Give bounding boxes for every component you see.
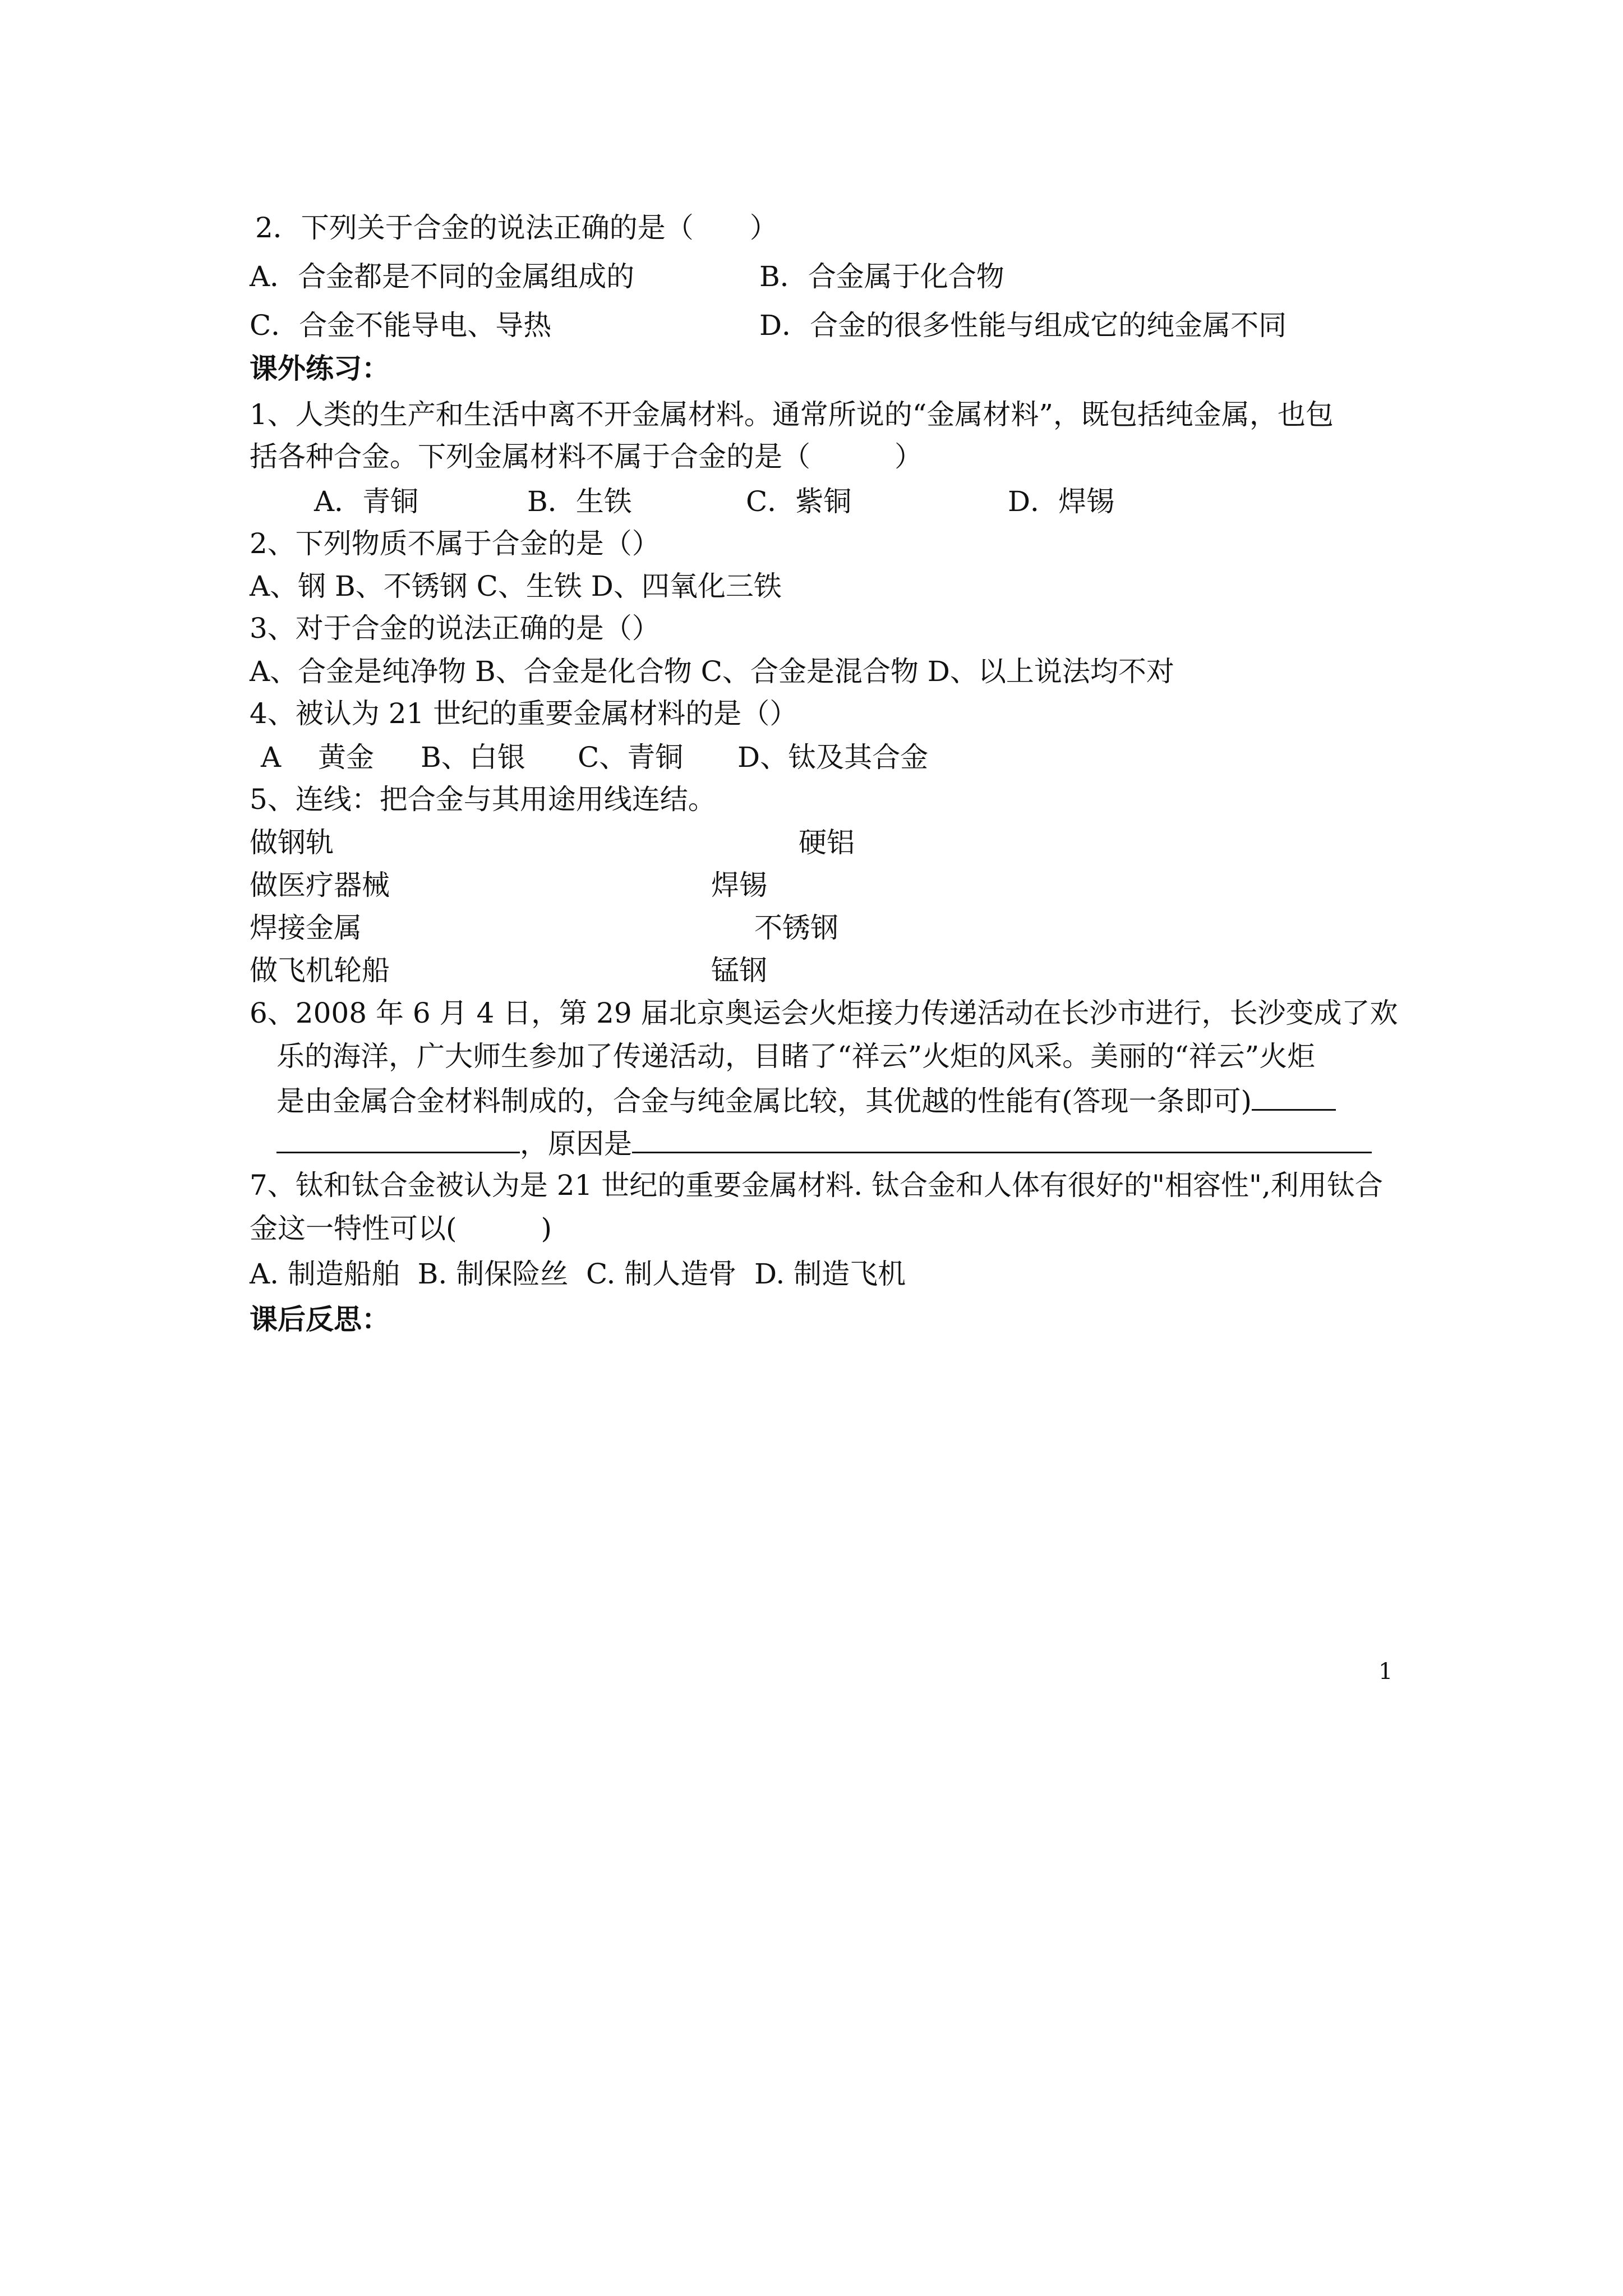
e5-use-item: 做飞机轮船: [250, 954, 390, 987]
e1-option-c: C．紫铜: [746, 485, 852, 518]
e6-line-3: [276, 1081, 1336, 1119]
e7-options: A. 制造船舶 B. 制保险丝 C. 制人造骨 D. 制造飞机: [250, 1258, 906, 1290]
e5-use-item: 做钢轨: [250, 826, 334, 859]
reason-blank[interactable]: [632, 1124, 1372, 1153]
e6-line-1: 6、2008 年 6 月 4 日，第 29 届北京奥运会火炬接力传递活动在长沙市进行，长沙变成了欢: [250, 997, 1398, 1029]
e6-line-3-text: 是由金属合金材料制成的，合金与纯金属比较，其优越的性能有(答现一条即可): [276, 1085, 1252, 1117]
e2-stem: 2、下列物质不属于合金的是（）: [250, 527, 660, 560]
section-heading-reflection: 课后反思：: [250, 1303, 390, 1336]
answer-blank[interactable]: [276, 1124, 520, 1153]
e3-stem: 3、对于合金的说法正确的是（）: [250, 612, 660, 645]
e3-options: A、合金是纯净物 B、合金是化合物 C、合金是混合物 D、以上说法均不对: [250, 655, 1174, 688]
e7-line-2: 金这一特性可以( ): [250, 1212, 552, 1245]
page-number: 1: [1378, 1659, 1393, 1685]
q2-option-b: B．合金属于化合物: [759, 260, 1004, 293]
e5-use-item: 焊接金属: [250, 912, 362, 944]
e6-reason-label: ，原因是: [520, 1128, 632, 1160]
answer-blank[interactable]: [1252, 1081, 1336, 1111]
e5-use-item: 做医疗器械: [250, 869, 390, 901]
section-heading-exercise: 课外练习：: [250, 352, 390, 385]
e1-line-2: 括各种合金。下列金属材料不属于合金的是（ ）: [250, 440, 923, 473]
e4-option-a: A 黄金: [261, 741, 375, 774]
e5-alloy-item: 锰钢: [711, 954, 767, 987]
e1-option-d: D．焊锡: [1008, 485, 1115, 518]
e6-line-2: 乐的海洋，广大师生参加了传递活动，目睹了“祥云”火炬的风采。美丽的“祥云”火炬: [276, 1040, 1316, 1073]
e4-stem: 4、被认为 21 世纪的重要金属材料的是（）: [250, 697, 798, 730]
e1-line-1: 1、人类的生产和生活中离不开金属材料。通常所说的“金属材料”，既包括纯金属，也包: [250, 398, 1334, 431]
e5-alloy-item: 不锈钢: [754, 912, 838, 944]
q2-option-d: D．合金的很多性能与组成它的纯金属不同: [759, 309, 1287, 342]
e5-alloy-item: 硬铝: [799, 826, 855, 859]
e4-option-b: B、白银: [421, 741, 525, 774]
e7-line-1: 7、钛和钛合金被认为是 21 世纪的重要金属材料. 钛合金和人体有很好的"相容性",利用钛合: [250, 1169, 1383, 1202]
q2-option-a: A．合金都是不同的金属组成的: [250, 260, 635, 293]
e2-options: A、钢 B、不锈钢 C、生铁 D、四氧化三铁: [250, 570, 782, 602]
e1-option-b: B．生铁: [527, 485, 632, 518]
e6-line-4: [276, 1124, 1372, 1162]
e1-option-a: A．青铜: [314, 485, 419, 518]
q2-option-c: C．合金不能导电、导热: [250, 309, 552, 342]
e4-option-c: C、青铜: [578, 741, 684, 774]
e4-option-d: D、钛及其合金: [737, 741, 929, 774]
q2-stem: 2．下列关于合金的说法正确的是（ ）: [255, 211, 778, 244]
e5-stem: 5、连线：把合金与其用途用线连结。: [250, 783, 716, 816]
e5-alloy-item: 焊锡: [711, 869, 767, 901]
